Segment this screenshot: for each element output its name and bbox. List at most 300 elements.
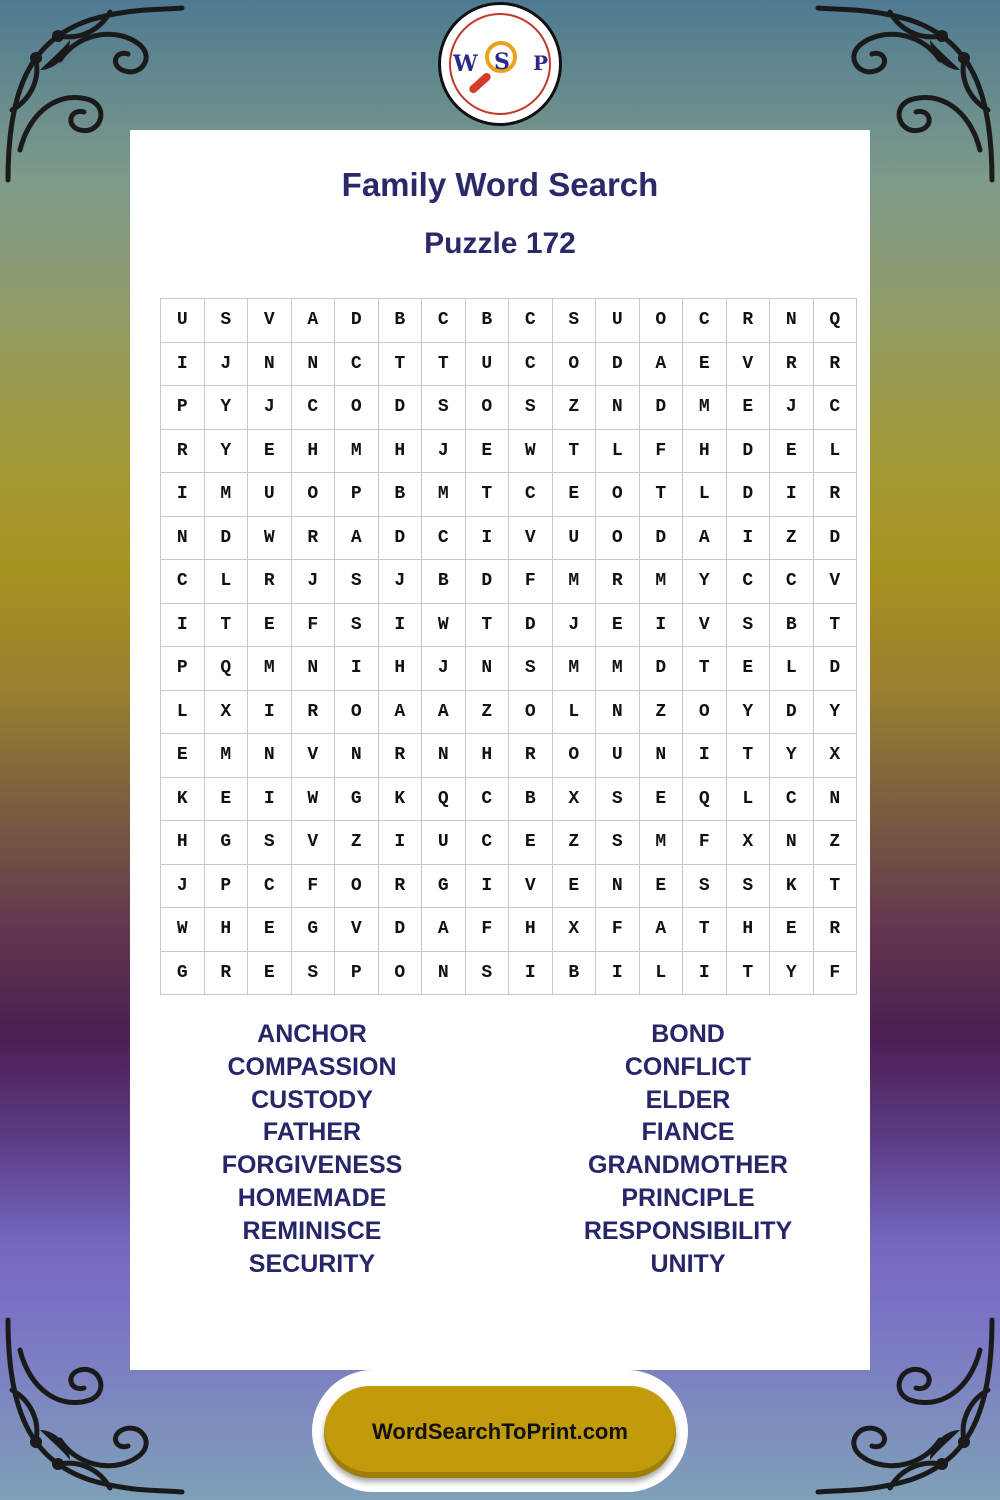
grid-cell[interactable]: Q (422, 777, 466, 821)
grid-cell[interactable]: O (465, 386, 509, 430)
grid-cell[interactable]: R (248, 560, 292, 604)
grid-cell[interactable]: D (378, 386, 422, 430)
word-list-item: CUSTODY (251, 1085, 373, 1114)
word-list-item: GRANDMOTHER (588, 1151, 788, 1180)
grid-cell[interactable]: Z (552, 821, 596, 865)
grid-cell[interactable]: O (683, 690, 727, 734)
grid-cell[interactable]: Q (813, 299, 857, 343)
grid-cell[interactable]: E (770, 429, 814, 473)
grid-cell[interactable]: S (248, 821, 292, 865)
grid-cell[interactable]: O (509, 690, 553, 734)
grid-cell[interactable]: R (378, 864, 422, 908)
grid-cell[interactable]: H (683, 429, 727, 473)
grid-cell[interactable]: Q (683, 777, 727, 821)
grid-cell[interactable]: R (291, 690, 335, 734)
grid-cell[interactable]: L (596, 429, 640, 473)
grid-cell[interactable]: U (248, 473, 292, 517)
grid-cell[interactable]: P (204, 864, 248, 908)
grid-cell[interactable]: Z (552, 386, 596, 430)
grid-cell[interactable]: L (683, 473, 727, 517)
grid-cell[interactable]: S (596, 777, 640, 821)
grid-cell[interactable]: T (465, 473, 509, 517)
grid-cell[interactable]: Y (204, 386, 248, 430)
grid-cell[interactable]: A (335, 516, 379, 560)
grid-cell[interactable]: J (378, 560, 422, 604)
grid-cell[interactable]: W (248, 516, 292, 560)
grid-cell[interactable]: I (378, 603, 422, 647)
grid-row (161, 864, 857, 908)
grid-cell[interactable]: D (378, 908, 422, 952)
grid-cell[interactable]: Y (813, 690, 857, 734)
grid-cell[interactable]: H (509, 908, 553, 952)
grid-cell[interactable]: N (465, 647, 509, 691)
grid-row (161, 473, 857, 517)
grid-cell[interactable]: C (683, 299, 727, 343)
site-logo[interactable] (438, 2, 562, 126)
word-list-item: BOND (651, 1020, 725, 1048)
grid-cell[interactable]: D (596, 342, 640, 386)
grid-cell[interactable]: S (683, 864, 727, 908)
grid-cell[interactable]: S (726, 864, 770, 908)
logo-letter-w: W (453, 51, 478, 77)
grid-cell[interactable]: W (161, 908, 205, 952)
word-list-item: FORGIVENESS (221, 1151, 403, 1180)
grid-cell[interactable]: J (422, 647, 466, 691)
grid-cell[interactable]: S (465, 951, 509, 995)
grid-cell[interactable]: E (248, 429, 292, 473)
grid-cell[interactable]: X (552, 777, 596, 821)
grid-cell[interactable]: V (813, 560, 857, 604)
grid-cell[interactable]: Y (683, 560, 727, 604)
grid-row (161, 647, 857, 691)
grid-cell[interactable]: J (770, 386, 814, 430)
grid-cell[interactable]: R (509, 734, 553, 778)
grid-cell[interactable]: A (291, 299, 335, 343)
grid-cell[interactable]: X (552, 908, 596, 952)
grid-cell[interactable]: V (291, 734, 335, 778)
grid-cell[interactable]: T (683, 647, 727, 691)
grid-cell[interactable]: R (378, 734, 422, 778)
grid-cell[interactable]: D (465, 560, 509, 604)
grid-cell[interactable]: N (291, 342, 335, 386)
grid-cell[interactable]: J (161, 864, 205, 908)
grid-cell[interactable]: M (248, 647, 292, 691)
word-list-item: FIANCE (641, 1118, 735, 1147)
grid-cell[interactable]: I (161, 473, 205, 517)
grid-cell[interactable]: N (422, 951, 466, 995)
grid-cell[interactable]: G (161, 951, 205, 995)
grid-row (161, 516, 857, 560)
grid-cell[interactable]: I (161, 603, 205, 647)
grid-cell[interactable]: D (770, 690, 814, 734)
grid-cell[interactable]: P (335, 951, 379, 995)
grid-cell[interactable]: A (378, 690, 422, 734)
grid-cell[interactable]: O (378, 951, 422, 995)
grid-cell[interactable]: O (552, 342, 596, 386)
grid-cell[interactable]: T (813, 864, 857, 908)
grid-cell[interactable]: I (161, 342, 205, 386)
grid-cell[interactable]: D (726, 429, 770, 473)
grid-cell[interactable]: S (596, 821, 640, 865)
grid-cell[interactable]: A (683, 516, 727, 560)
grid-cell[interactable]: H (726, 908, 770, 952)
grid-cell[interactable]: H (204, 908, 248, 952)
grid-cell[interactable]: F (639, 429, 683, 473)
grid-cell[interactable]: E (552, 473, 596, 517)
grid-cell[interactable]: C (465, 821, 509, 865)
grid-cell[interactable]: N (422, 734, 466, 778)
grid-cell[interactable]: P (335, 473, 379, 517)
grid-cell[interactable]: N (335, 734, 379, 778)
grid-cell[interactable]: S (335, 603, 379, 647)
grid-cell[interactable]: S (509, 386, 553, 430)
grid-row (161, 690, 857, 734)
grid-cell[interactable]: M (639, 821, 683, 865)
grid-cell[interactable]: L (813, 429, 857, 473)
grid-cell[interactable]: M (204, 734, 248, 778)
grid-cell[interactable]: M (683, 386, 727, 430)
word-list-item: UNITY (650, 1249, 726, 1278)
grid-cell[interactable]: B (465, 299, 509, 343)
grid-cell[interactable]: X (204, 690, 248, 734)
grid-cell[interactable]: N (813, 777, 857, 821)
grid-cell[interactable]: O (596, 473, 640, 517)
grid-cell[interactable]: Z (335, 821, 379, 865)
grid-cell[interactable]: I (683, 951, 727, 995)
word-list-item: ANCHOR (257, 1020, 367, 1048)
grid-cell[interactable]: Z (813, 821, 857, 865)
grid-cell[interactable]: E (770, 908, 814, 952)
grid-cell[interactable]: D (509, 603, 553, 647)
grid-cell[interactable]: D (639, 647, 683, 691)
grid-cell[interactable]: D (639, 516, 683, 560)
grid-cell[interactable]: L (161, 690, 205, 734)
grid-cell[interactable]: O (552, 734, 596, 778)
grid-cell[interactable]: I (509, 951, 553, 995)
grid-cell[interactable]: S (291, 951, 335, 995)
grid-cell[interactable]: Y (770, 734, 814, 778)
grid-cell[interactable]: I (639, 603, 683, 647)
grid-cell[interactable]: V (509, 864, 553, 908)
grid-cell[interactable]: C (509, 342, 553, 386)
footer-pill (312, 1370, 688, 1492)
grid-cell[interactable]: R (770, 342, 814, 386)
grid-cell[interactable]: F (465, 908, 509, 952)
word-list-item: COMPASSION (227, 1052, 397, 1081)
grid-cell[interactable]: O (639, 299, 683, 343)
grid-cell[interactable]: V (683, 603, 727, 647)
grid-cell[interactable]: F (291, 603, 335, 647)
grid-cell[interactable]: U (596, 734, 640, 778)
grid-cell[interactable]: F (813, 951, 857, 995)
grid-cell[interactable]: I (465, 516, 509, 560)
word-list-item: REMINISCE (242, 1216, 382, 1245)
grid-cell[interactable]: Z (770, 516, 814, 560)
grid-cell[interactable]: V (726, 342, 770, 386)
grid-cell[interactable]: U (465, 342, 509, 386)
grid-cell[interactable]: C (335, 342, 379, 386)
grid-cell[interactable]: V (335, 908, 379, 952)
grid-cell[interactable]: C (161, 560, 205, 604)
grid-cell[interactable]: M (552, 647, 596, 691)
grid-cell[interactable]: S (335, 560, 379, 604)
grid-cell[interactable]: P (161, 386, 205, 430)
grid-cell[interactable]: R (161, 429, 205, 473)
word-list-left (162, 1018, 462, 1280)
grid-cell[interactable]: A (422, 690, 466, 734)
grid-cell[interactable]: C (770, 777, 814, 821)
word-list-item: SECURITY (248, 1249, 376, 1278)
grid-cell[interactable]: M (639, 560, 683, 604)
grid-cell[interactable]: W (291, 777, 335, 821)
grid-cell[interactable]: J (248, 386, 292, 430)
grid-row (161, 777, 857, 821)
grid-cell[interactable]: O (335, 386, 379, 430)
grid-cell[interactable]: I (770, 473, 814, 517)
grid-cell[interactable]: E (683, 342, 727, 386)
grid-cell[interactable]: B (378, 473, 422, 517)
grid-cell[interactable]: T (683, 908, 727, 952)
grid-cell[interactable]: E (465, 429, 509, 473)
grid-cell[interactable]: K (378, 777, 422, 821)
grid-cell[interactable]: T (465, 603, 509, 647)
grid-cell[interactable]: D (204, 516, 248, 560)
grid-cell[interactable]: G (204, 821, 248, 865)
grid-cell[interactable]: Z (465, 690, 509, 734)
grid-row (161, 429, 857, 473)
grid-cell[interactable]: M (204, 473, 248, 517)
grid-cell[interactable]: Q (204, 647, 248, 691)
grid-cell[interactable]: L (552, 690, 596, 734)
puzzle-number: Puzzle 172 (424, 227, 576, 260)
grid-cell[interactable]: S (552, 299, 596, 343)
grid-cell[interactable]: R (291, 516, 335, 560)
grid-cell[interactable]: S (509, 647, 553, 691)
grid-cell[interactable]: D (378, 516, 422, 560)
grid-cell[interactable]: R (813, 473, 857, 517)
grid-cell[interactable]: M (552, 560, 596, 604)
word-list-item: PRINCIPLE (621, 1183, 755, 1212)
grid-cell[interactable]: B (509, 777, 553, 821)
grid-row (161, 908, 857, 952)
grid-cell[interactable]: I (726, 516, 770, 560)
grid-cell[interactable]: H (465, 734, 509, 778)
grid-cell[interactable]: J (422, 429, 466, 473)
grid-cell[interactable]: T (552, 429, 596, 473)
grid-cell[interactable]: R (726, 299, 770, 343)
grid-cell[interactable]: E (248, 603, 292, 647)
grid-row (161, 299, 857, 343)
grid-cell[interactable]: N (248, 342, 292, 386)
grid-cell[interactable]: H (161, 821, 205, 865)
grid-cell[interactable]: X (726, 821, 770, 865)
grid-cell[interactable]: S (422, 386, 466, 430)
grid-cell[interactable]: U (596, 299, 640, 343)
grid-cell[interactable]: I (335, 647, 379, 691)
grid-cell[interactable]: C (726, 560, 770, 604)
grid-cell[interactable]: E (509, 821, 553, 865)
grid-cell[interactable]: R (813, 342, 857, 386)
grid-cell[interactable]: I (248, 777, 292, 821)
grid-cell[interactable]: W (422, 603, 466, 647)
grid-cell[interactable]: A (639, 342, 683, 386)
grid-cell[interactable]: R (204, 951, 248, 995)
word-list-item: FATHER (262, 1118, 362, 1147)
grid-cell[interactable]: M (335, 429, 379, 473)
puzzle-card (130, 130, 870, 1370)
grid-cell[interactable]: T (726, 951, 770, 995)
grid-cell[interactable]: E (161, 734, 205, 778)
grid-cell[interactable]: E (552, 864, 596, 908)
grid-cell[interactable]: E (204, 777, 248, 821)
grid-cell[interactable]: L (770, 647, 814, 691)
grid-cell[interactable]: B (770, 603, 814, 647)
grid-cell[interactable]: E (248, 951, 292, 995)
grid-cell[interactable]: U (422, 821, 466, 865)
grid-cell[interactable]: B (378, 299, 422, 343)
grid-cell[interactable]: C (422, 299, 466, 343)
grid-cell[interactable]: C (291, 386, 335, 430)
grid-cell[interactable]: A (639, 908, 683, 952)
grid-cell[interactable]: N (248, 734, 292, 778)
grid-cell[interactable]: U (161, 299, 205, 343)
grid-cell[interactable]: C (465, 777, 509, 821)
grid-cell[interactable]: N (596, 690, 640, 734)
grid-cell[interactable]: J (204, 342, 248, 386)
grid-cell[interactable]: N (161, 516, 205, 560)
grid-cell[interactable]: C (248, 864, 292, 908)
grid-cell[interactable]: K (161, 777, 205, 821)
grid-cell[interactable]: T (726, 734, 770, 778)
puzzle-title: Family Word Search (341, 166, 659, 203)
grid-cell[interactable]: F (596, 908, 640, 952)
grid-row (161, 342, 857, 386)
word-list-item: CONFLICT (624, 1052, 752, 1081)
letter-grid (160, 298, 857, 995)
grid-cell[interactable]: C (509, 299, 553, 343)
grid-cell[interactable]: H (378, 647, 422, 691)
grid-cell[interactable]: D (639, 386, 683, 430)
grid-cell[interactable]: T (378, 342, 422, 386)
logo-letter-p: P (533, 51, 549, 75)
grid-cell[interactable]: C (509, 473, 553, 517)
grid-cell[interactable]: Y (726, 690, 770, 734)
grid-cell[interactable]: B (552, 951, 596, 995)
word-list-right (538, 1018, 838, 1280)
grid-row (161, 734, 857, 778)
grid-cell[interactable]: C (770, 560, 814, 604)
grid-cell[interactable]: N (770, 821, 814, 865)
grid-cell[interactable]: D (813, 516, 857, 560)
grid-cell[interactable]: L (639, 951, 683, 995)
grid-cell[interactable]: F (509, 560, 553, 604)
grid-cell[interactable]: S (204, 299, 248, 343)
grid-cell[interactable]: I (378, 821, 422, 865)
grid-cell[interactable]: Z (639, 690, 683, 734)
grid-cell[interactable]: E (639, 777, 683, 821)
grid-cell[interactable]: D (726, 473, 770, 517)
grid-cell[interactable]: C (422, 516, 466, 560)
grid-cell[interactable]: S (726, 603, 770, 647)
grid-cell[interactable]: O (596, 516, 640, 560)
grid-cell[interactable]: T (639, 473, 683, 517)
grid-cell[interactable]: H (291, 429, 335, 473)
grid-cell[interactable]: H (378, 429, 422, 473)
logo-letter-s: S (494, 49, 510, 75)
grid-row (161, 821, 857, 865)
word-list-item: RESPONSIBILITY (583, 1216, 793, 1245)
grid-cell[interactable]: N (639, 734, 683, 778)
grid-cell[interactable]: D (335, 299, 379, 343)
grid-cell[interactable]: I (248, 690, 292, 734)
grid-row (161, 603, 857, 647)
grid-cell[interactable]: Y (770, 951, 814, 995)
grid-row (161, 560, 857, 604)
grid-cell[interactable]: T (204, 603, 248, 647)
word-list-item: HOMEMADE (237, 1183, 387, 1212)
grid-row (161, 386, 857, 430)
grid-cell[interactable]: C (813, 386, 857, 430)
grid-cell[interactable]: N (596, 386, 640, 430)
grid-cell[interactable]: E (726, 386, 770, 430)
site-link-button[interactable]: WordSearchToPrint.com (324, 1386, 676, 1478)
grid-cell[interactable]: L (204, 560, 248, 604)
grid-cell[interactable]: E (248, 908, 292, 952)
grid-cell[interactable]: K (770, 864, 814, 908)
grid-cell[interactable]: N (596, 864, 640, 908)
grid-cell[interactable]: I (683, 734, 727, 778)
grid-cell[interactable]: L (726, 777, 770, 821)
grid-cell[interactable]: G (291, 908, 335, 952)
grid-cell[interactable]: J (552, 603, 596, 647)
grid-cell[interactable]: V (248, 299, 292, 343)
grid-cell[interactable]: T (813, 603, 857, 647)
grid-cell[interactable]: U (552, 516, 596, 560)
grid-cell[interactable]: G (335, 777, 379, 821)
grid-cell[interactable]: B (422, 560, 466, 604)
grid-cell[interactable]: X (813, 734, 857, 778)
grid-cell[interactable]: W (509, 429, 553, 473)
grid-cell[interactable]: O (291, 473, 335, 517)
grid-cell[interactable]: T (422, 342, 466, 386)
grid-cell[interactable]: I (596, 951, 640, 995)
grid-cell[interactable]: P (161, 647, 205, 691)
grid-cell[interactable]: E (639, 864, 683, 908)
word-list-item: ELDER (645, 1085, 731, 1114)
grid-cell[interactable]: V (291, 821, 335, 865)
grid-cell[interactable]: R (596, 560, 640, 604)
grid-cell[interactable]: O (335, 690, 379, 734)
grid-cell[interactable]: F (683, 821, 727, 865)
grid-cell[interactable]: G (422, 864, 466, 908)
grid-cell[interactable]: I (465, 864, 509, 908)
grid-cell[interactable]: E (596, 603, 640, 647)
grid-cell[interactable]: F (291, 864, 335, 908)
grid-row (161, 951, 857, 995)
grid-cell[interactable]: N (770, 299, 814, 343)
grid-cell[interactable]: Y (204, 429, 248, 473)
grid-cell[interactable]: D (813, 647, 857, 691)
grid-cell[interactable]: M (422, 473, 466, 517)
grid-cell[interactable]: J (291, 560, 335, 604)
grid-cell[interactable]: E (726, 647, 770, 691)
grid-cell[interactable]: V (509, 516, 553, 560)
grid-cell[interactable]: O (335, 864, 379, 908)
grid-cell[interactable]: A (422, 908, 466, 952)
grid-cell[interactable]: R (813, 908, 857, 952)
grid-cell[interactable]: N (291, 647, 335, 691)
grid-cell[interactable]: M (596, 647, 640, 691)
